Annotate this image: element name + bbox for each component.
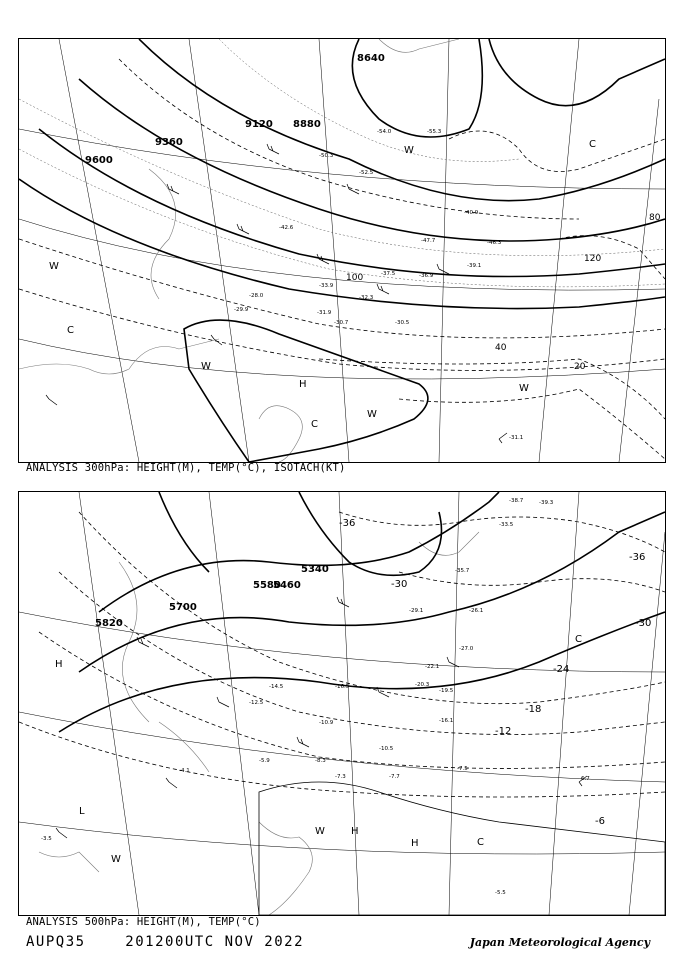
- lower-isotherm-label: -12: [495, 726, 512, 737]
- lower-isotherm-label: -30: [391, 579, 408, 590]
- lower-station-value: -8.3: [315, 758, 326, 764]
- lower-center-marker: W: [111, 854, 121, 865]
- upper-wind-barbs: [46, 144, 507, 443]
- lower-station-value: -10.9: [319, 720, 334, 726]
- upper-height-label: 9600: [85, 155, 113, 166]
- upper-station-value: -30.7: [334, 320, 349, 326]
- upper-center-marker: C: [311, 419, 318, 430]
- lower-isotherm-label: -30: [635, 618, 652, 629]
- chart-id-line: [26, 934, 304, 950]
- upper-station-value: -40.9: [464, 210, 479, 216]
- upper-height-label: 8640: [357, 53, 385, 64]
- upper-center-marker: W: [519, 383, 529, 394]
- lower-height-label: 5820: [95, 618, 123, 629]
- lower-station-value: -22.1: [425, 664, 440, 670]
- upper-map-caption: ANALYSIS 300hPa: HEIGHT(M), TEMP(°C), ISOTACH(KT): [26, 462, 346, 474]
- upper-isotach-label-group: [346, 213, 661, 372]
- lower-station-value: -16.5: [335, 684, 350, 690]
- upper-station-value: -36.9: [419, 273, 434, 279]
- upper-isotachs: [19, 59, 665, 459]
- lower-height-label: 5460: [273, 580, 301, 591]
- lower-isotherm-label-group: [339, 518, 651, 827]
- upper-station-value: -29.9: [234, 307, 249, 313]
- lower-station-value: -7.3: [335, 774, 346, 780]
- lower-map-panel: [18, 491, 666, 916]
- lower-station-value: -4.1: [179, 768, 190, 774]
- upper-high-contour: [184, 320, 428, 462]
- upper-map-panel: [18, 38, 666, 463]
- upper-station-value: -46.3: [487, 240, 502, 246]
- lower-isotherm-label: -18: [525, 704, 542, 715]
- upper-map: [19, 39, 665, 462]
- upper-center-marker: W: [404, 145, 414, 156]
- upper-isotach-label: 20: [574, 362, 586, 372]
- upper-station-value: -28.0: [249, 293, 264, 299]
- upper-station-value: -50.3: [319, 153, 334, 159]
- upper-station-value: -31.1: [509, 435, 524, 441]
- lower-station-value: -33.5: [499, 522, 514, 528]
- lower-station-value: -10.5: [379, 746, 394, 752]
- upper-isotherms: [19, 39, 665, 287]
- lower-isotherm-label: -6: [595, 816, 605, 827]
- upper-station-value: -54.0: [377, 129, 392, 135]
- upper-station-value: -30.5: [395, 320, 410, 326]
- lower-height-label: 5700: [169, 602, 197, 613]
- lower-center-marker: H: [411, 838, 419, 849]
- lower-isotherm-label: -36: [339, 518, 356, 529]
- lower-station-value: -26.1: [469, 608, 484, 614]
- upper-center-marker: W: [49, 261, 59, 272]
- upper-isotach-label: 40: [495, 343, 507, 353]
- upper-height-contours: [19, 39, 665, 309]
- upper-isotach-label: 120: [584, 254, 602, 264]
- lower-center-marker: C: [477, 837, 484, 848]
- upper-height-label: 9120: [245, 119, 273, 130]
- lower-station-value: -20.3: [415, 682, 430, 688]
- agency-name: Japan Meteorological Agency: [469, 936, 650, 949]
- lower-isotherm-label: -36: [629, 552, 646, 563]
- upper-coastline: [19, 39, 459, 462]
- lower-center-marker: C: [575, 634, 582, 645]
- lower-station-value: -29.1: [409, 608, 424, 614]
- upper-station-value: -37.5: [381, 271, 396, 277]
- upper-station-value: -32.3: [359, 295, 374, 301]
- upper-station-value: -42.6: [279, 225, 294, 231]
- lower-station-value: -7.5: [457, 766, 468, 772]
- lower-height-label: 5340: [301, 564, 329, 575]
- lower-station-value: -6.7: [579, 776, 590, 782]
- upper-station-value: -31.9: [317, 310, 332, 316]
- lower-center-marker: H: [351, 826, 359, 837]
- lower-station-value: -7.7: [389, 774, 400, 780]
- upper-station-value: -55.3: [427, 129, 442, 135]
- chart-code: AUPQ35: [26, 934, 86, 950]
- lower-station-value: -5.9: [259, 758, 270, 764]
- upper-center-marker: W: [201, 361, 211, 372]
- upper-center-marker: C: [589, 139, 596, 150]
- lower-map: [19, 492, 665, 915]
- lower-height-contours: [59, 492, 665, 732]
- lower-isotherm-label: -24: [553, 664, 570, 675]
- lower-station-value: -12.5: [249, 700, 264, 706]
- upper-station-value: -47.7: [421, 238, 436, 244]
- lower-station-value: -3.5: [41, 836, 52, 842]
- chart-timestamp: 201200UTC NOV 2022: [125, 934, 305, 950]
- lower-map-caption: ANALYSIS 500hPa: HEIGHT(M), TEMP(°C): [26, 916, 261, 928]
- lower-station-value: -27.0: [459, 646, 474, 652]
- lower-station-value: -38.7: [509, 498, 524, 504]
- lower-station-value: -14.5: [269, 684, 284, 690]
- lower-station-value: -35.7: [455, 568, 470, 574]
- lower-station-value: -16.1: [439, 718, 454, 724]
- lower-center-marker: H: [55, 659, 63, 670]
- upper-isotach-label: 80: [649, 213, 661, 223]
- lower-station-value: -19.5: [439, 688, 454, 694]
- upper-center-marker: H: [299, 379, 307, 390]
- upper-isotach-label: 100: [346, 273, 364, 283]
- lower-station-value: -39.3: [539, 500, 554, 506]
- upper-station-value: -33.9: [319, 283, 334, 289]
- upper-height-label: 9360: [155, 137, 183, 148]
- upper-station-value: -39.1: [467, 263, 482, 269]
- lower-warm-region: [259, 782, 665, 915]
- lower-height-label: 5580: [253, 580, 281, 591]
- upper-station-value: -52.5: [359, 170, 374, 176]
- upper-height-label: 8880: [293, 119, 321, 130]
- lower-center-marker: L: [79, 806, 85, 817]
- upper-center-marker: C: [67, 325, 74, 336]
- lower-center-marker: W: [315, 826, 325, 837]
- lower-station-value: -5.5: [495, 890, 506, 896]
- upper-center-marker: W: [367, 409, 377, 420]
- upper-graticule: [19, 39, 665, 462]
